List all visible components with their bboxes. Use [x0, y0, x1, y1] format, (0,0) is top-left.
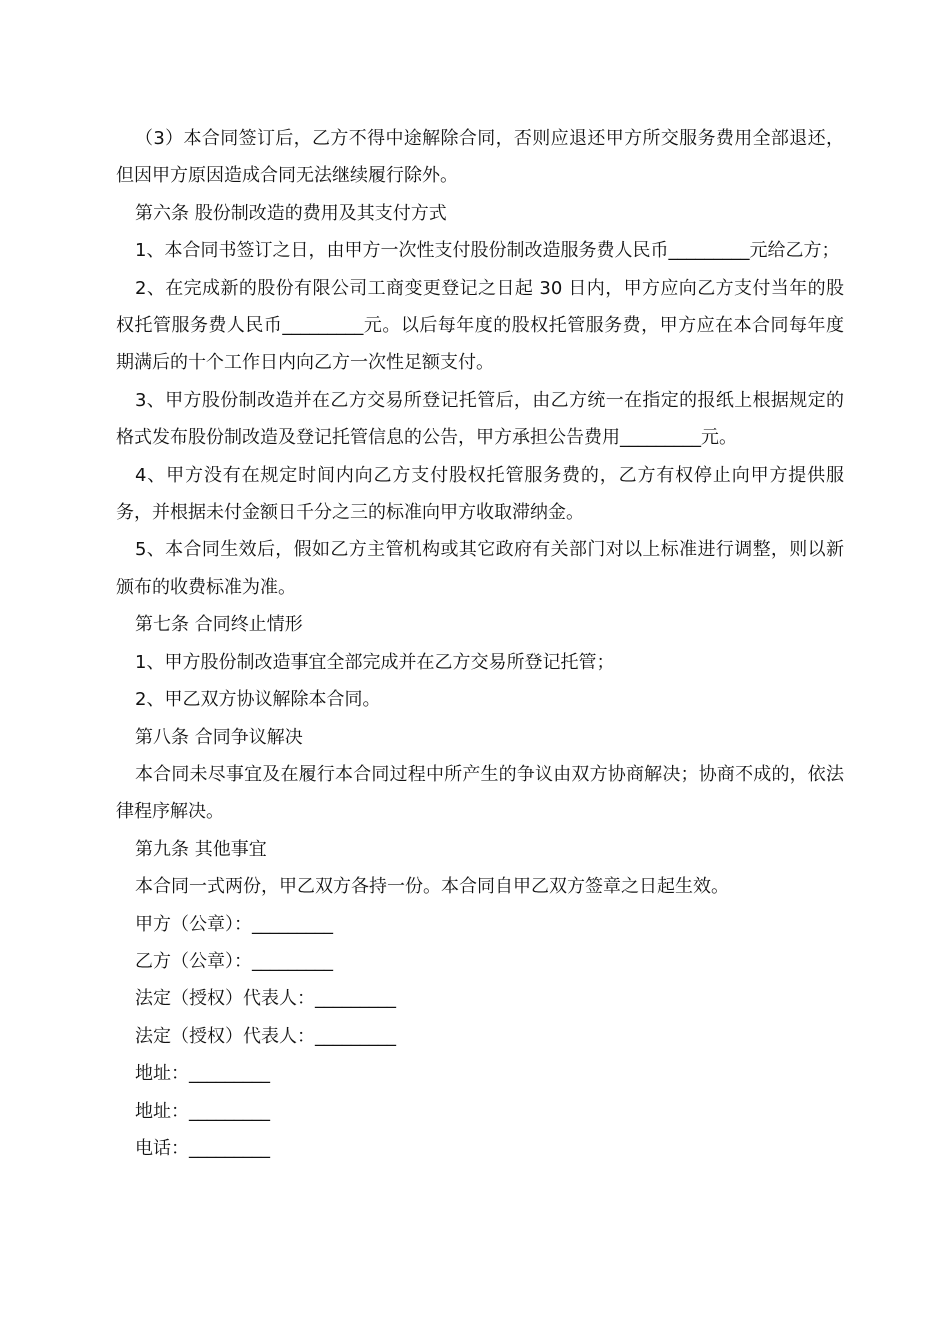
- article-6-item-5: 5、本合同生效后，假如乙方主管机构或其它政府有关部门对以上标准进行调整，则以新颁布的收费标准为准。: [116, 539, 844, 598]
- article-9-heading: 第九条 其他事宜: [135, 838, 267, 860]
- article-6-item-3: 3、甲方股份制改造并在乙方交易所登记托管后，由乙方统一在指定的报纸上根据规定的格式发布股份制改造及登记托管信息的公告，甲方承担公告费用_________元。: [116, 389, 844, 449]
- article-8-body: 本合同未尽事宜及在履行本合同过程中所产生的争议由双方协商解决；协商不成的，依法律程序解决。: [116, 763, 844, 823]
- signature-representative-b: 法定（授权）代表人：_________: [135, 1025, 396, 1047]
- clause-3-termination-refund: （3）本合同签订后，乙方不得中途解除合同，否则应退还甲方所交服务费用全部退还，但因甲方原因造成合同无法继续履行除外。: [116, 128, 844, 187]
- article-7-item-1: 1、甲方股份制改造事宜全部完成并在乙方交易所登记托管；: [135, 651, 615, 673]
- article-6-item-1: 1、本合同书签订之日，由甲方一次性支付股份制改造服务费人民币_________元给乙方；: [135, 240, 840, 262]
- signature-phone: 电话：_________: [135, 1137, 270, 1159]
- article-7-heading: 第七条 合同终止情形: [135, 614, 303, 636]
- article-7-item-2: 2、甲乙双方协议解除本合同。: [135, 689, 381, 711]
- signature-party-b-seal: 乙方（公章）：_________: [135, 950, 333, 972]
- article-9-body: 本合同一式两份，甲乙双方各持一份。本合同自甲乙双方签章之日起生效。: [135, 876, 729, 898]
- article-6-item-2: 2、在完成新的股份有限公司工商变更登记之日起 30 日内，甲方应向乙方支付当年的股权托管服务费人民币_________元。以后每年度的股权托管服务费，甲方应在本合同每年度期满后的十个工作日内向乙方一次性足额支付。: [116, 277, 844, 374]
- article-8-heading: 第八条 合同争议解决: [135, 726, 303, 748]
- signature-address-b: 地址：_________: [135, 1100, 270, 1122]
- signature-representative-a: 法定（授权）代表人：_________: [135, 988, 396, 1010]
- article-6-item-4: 4、甲方没有在规定时间内向乙方支付股权托管服务费的，乙方有权停止向甲方提供服务，并根据未付金额日千分之三的标准向甲方收取滞纳金。: [116, 464, 844, 524]
- signature-address-a: 地址：_________: [135, 1063, 270, 1085]
- article-6-heading: 第六条 股份制改造的费用及其支付方式: [135, 202, 447, 224]
- document-body: [116, 120, 844, 1167]
- signature-party-a-seal: 甲方（公章）：_________: [135, 913, 333, 935]
